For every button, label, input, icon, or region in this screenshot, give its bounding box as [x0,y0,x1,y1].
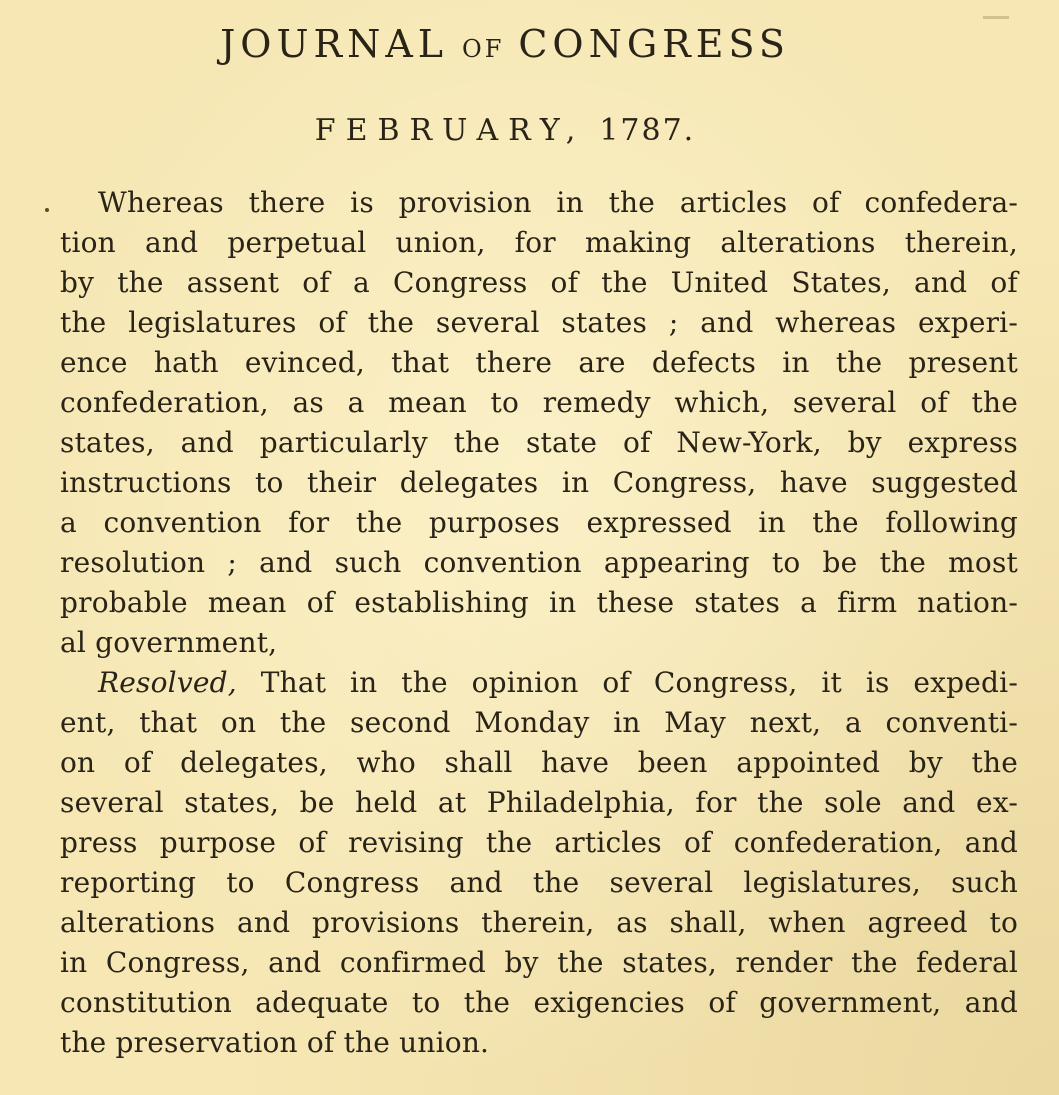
resolution-line: alterations and provisions therein, as shall, when agreed to [60,906,1018,939]
date-month: FEBRUARY, [314,113,586,148]
resolution-line: on of delegates, who shall have been appointed by the [60,746,1018,779]
date-year: 1787. [599,113,696,148]
running-head [0,18,1010,75]
resolution-line: reporting to Congress and the several legislatures, such [60,866,1018,899]
resolved-word: Resolved, [98,666,237,699]
resolution-line: the preservation of the union. [60,1026,490,1059]
margin-mark [45,208,49,212]
running-head-of: OF [462,35,505,63]
preamble-line: probable mean of establishing in these states a firm nation- [60,586,1018,619]
preamble-line: al government, [60,626,278,659]
resolution-first-line [60,663,1018,703]
preamble-line: states, and particularly the state of New-York, by express [60,426,1018,459]
preamble-line: tion and perpetual union, for making alterations therein, [60,226,1018,259]
preamble-line: confederation, as a mean to remedy which, several of the [60,386,1018,419]
preamble-line: Whereas there is provision in the articles of confedera- [98,186,1018,219]
running-head-congress: CONGRESS [518,22,790,66]
resolution-line: several states, be held at Philadelphia, for the sole and ex- [60,786,1018,819]
resolution-first-line-text: That in the opinion of Congress, it is expedi- [260,666,1019,699]
preamble-line: the legislatures of the several states ; and whereas experi- [60,306,1018,339]
preamble-line: instructions to their delegates in Congress, have suggested [60,466,1018,499]
preamble-line: ence hath evinced, that there are defects in the present [60,346,1018,379]
running-head-journal: JOURNAL [220,22,449,66]
resolution-line: ent, that on the second Monday in May next, a conventi- [60,706,1018,739]
resolution-line: press purpose of revising the articles of confederation, and [60,826,1018,859]
date-heading [0,106,1010,156]
resolution-line: constitution adequate to the exigencies of government, and [60,986,1018,1019]
preamble-line: resolution ; and such convention appearing to be the most [60,546,1018,579]
resolution-line: in Congress, and confirmed by the states, render the federal [60,946,1018,979]
body-text [60,183,1018,1063]
preamble-line: a convention for the purposes expressed in the following [60,506,1018,539]
preamble-line: by the assent of a Congress of the United States, and of [60,266,1018,299]
